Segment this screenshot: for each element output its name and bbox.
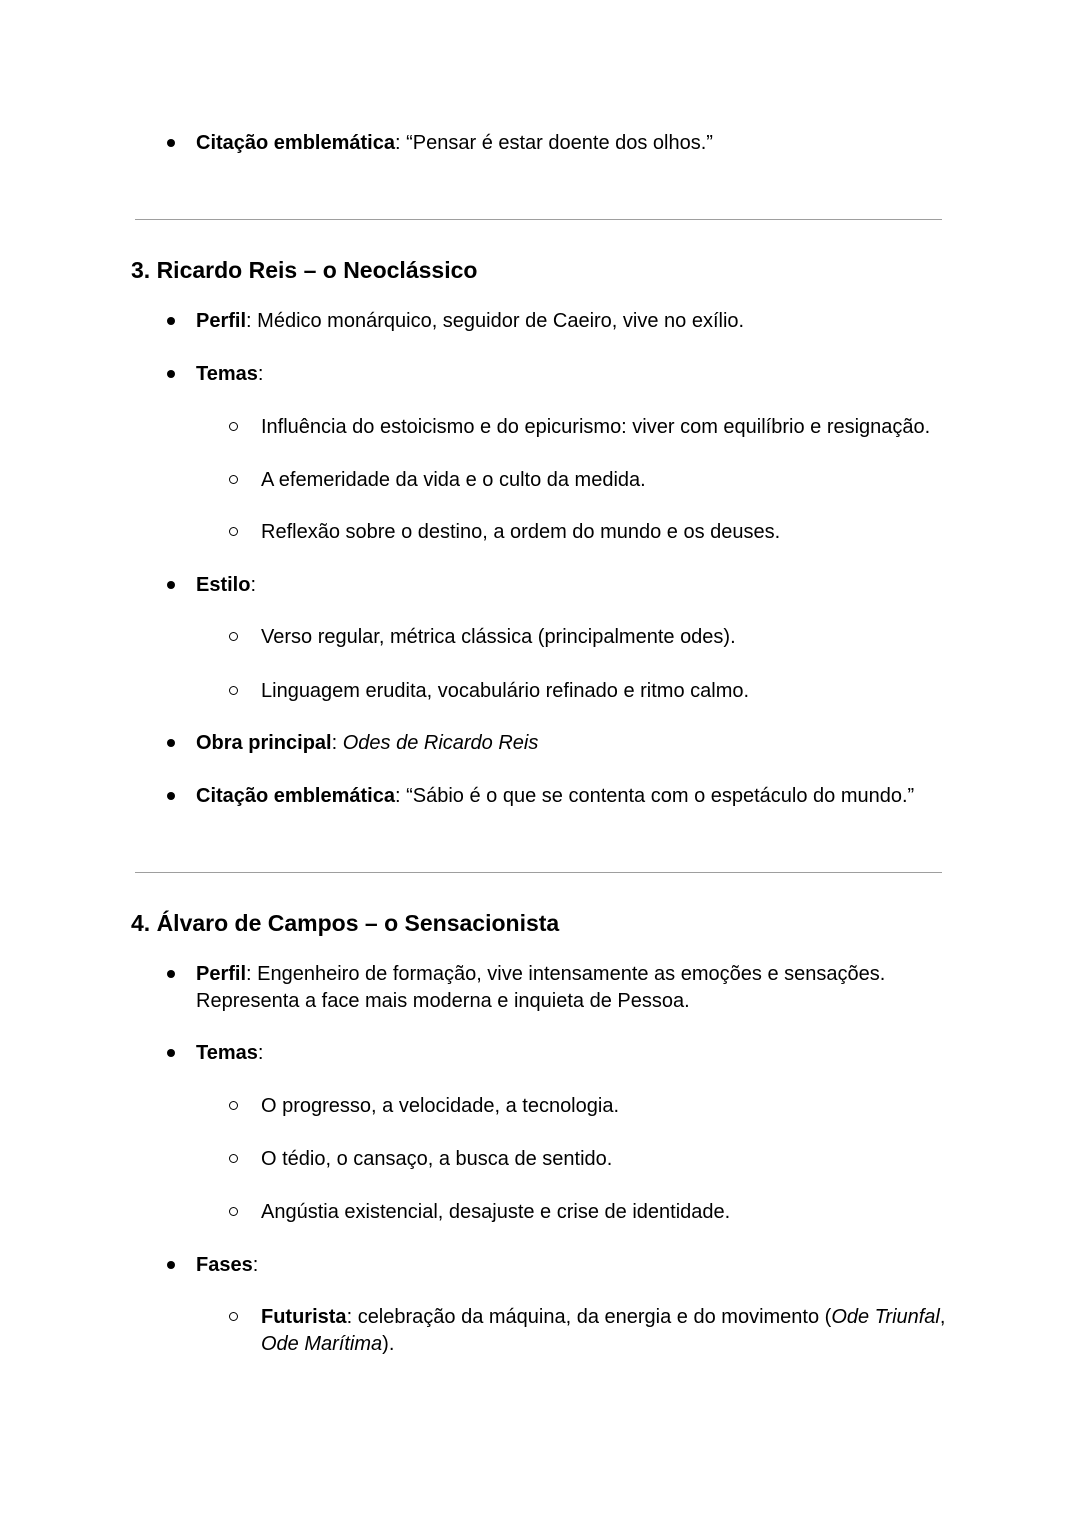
circle-bullet-icon <box>229 1312 238 1321</box>
s2-citacao-sep: : <box>394 132 407 154</box>
circle-bullet-icon <box>229 1101 238 1110</box>
s3-temas-subitem <box>261 518 780 546</box>
s4-fases-label: Fases <box>196 1254 253 1276</box>
s3-temas-sep: : <box>257 363 264 385</box>
s4-perfil-continuation <box>196 987 690 1015</box>
s4-heading: 4. Álvaro de Campos – o Sensacionista <box>131 910 560 936</box>
s3-obra-item <box>196 729 538 757</box>
s2-citacao-text: “Pensar é estar doente dos olhos.” <box>406 132 713 154</box>
s4-perfil-item <box>196 960 885 988</box>
s3-temas-text: Influência do estoicismo e do epicurismo: viver com equilíbrio e resignação. <box>261 416 931 438</box>
s4-futurista-work1: Ode Triunfal <box>831 1306 940 1328</box>
s3-citacao-item <box>196 782 914 810</box>
s4-perfil-line1: Engenheiro de formação, vive intensamente as emoções e sensações. <box>257 963 886 985</box>
bullet-icon <box>167 317 175 325</box>
s4-perfil-label: Perfil <box>196 963 247 985</box>
s3-temas-label: Temas <box>196 363 258 385</box>
s4-temas-text: Angústia existencial, desajuste e crise de identidade. <box>261 1201 731 1223</box>
circle-bullet-icon <box>229 1154 238 1163</box>
s4-fases-futurista-item <box>261 1303 945 1331</box>
s4-perfil-sep: : <box>246 963 258 985</box>
s3-obra-text: Odes de Ricardo Reis <box>342 732 539 754</box>
s3-estilo-text: Verso regular, métrica clássica (principalmente odes). <box>261 626 736 648</box>
s4-temas-subitem <box>261 1145 612 1173</box>
s3-estilo-label: Estilo <box>196 574 251 596</box>
s3-estilo-text: Linguagem erudita, vocabulário refinado e ritmo calmo. <box>261 680 750 702</box>
s3-temas-subitem <box>261 413 930 441</box>
s2-citacao-item <box>196 129 713 157</box>
s3-heading: 3. Ricardo Reis – o Neoclássico <box>131 257 478 283</box>
bullet-icon <box>167 1261 175 1269</box>
s3-estilo-item <box>196 571 256 599</box>
s3-temas-text: A efemeridade da vida e o culto da medida. <box>261 469 646 491</box>
circle-bullet-icon <box>229 686 238 695</box>
bullet-icon <box>167 792 175 800</box>
section-divider <box>135 872 942 873</box>
s3-citacao-label: Citação emblemática <box>196 785 395 807</box>
bullet-icon <box>167 139 175 147</box>
bullet-icon <box>167 970 175 978</box>
bullet-icon <box>167 739 175 747</box>
s4-fases-item <box>196 1251 258 1279</box>
s3-obra-sep: : <box>331 732 343 754</box>
s2-citacao-label: Citação emblemática <box>196 132 395 154</box>
s4-temas-item <box>196 1039 263 1067</box>
s4-temas-sep: : <box>257 1042 264 1064</box>
s4-perfil-line2: Representa a face mais moderna e inquieta de Pessoa. <box>196 990 690 1012</box>
s4-fases-futurista-continuation <box>261 1330 394 1358</box>
circle-bullet-icon <box>229 527 238 536</box>
s4-temas-subitem <box>261 1198 730 1226</box>
s3-perfil-item <box>196 307 744 335</box>
s4-futurista-sep: : <box>346 1306 358 1328</box>
s3-estilo-sep: : <box>250 574 257 596</box>
s4-temas-subitem <box>261 1092 619 1120</box>
circle-bullet-icon <box>229 632 238 641</box>
s4-temas-text: O tédio, o cansaço, a busca de sentido. <box>261 1148 613 1170</box>
s3-citacao-sep: : <box>394 785 407 807</box>
s3-perfil-label: Perfil <box>196 310 247 332</box>
bullet-icon <box>167 1049 175 1057</box>
s4-temas-label: Temas <box>196 1042 258 1064</box>
s4-temas-text: O progresso, a velocidade, a tecnologia. <box>261 1095 619 1117</box>
s3-perfil-sep: : <box>246 310 258 332</box>
bullet-icon <box>167 370 175 378</box>
s3-estilo-subitem <box>261 677 749 705</box>
s4-futurista-label: Futurista <box>261 1306 347 1328</box>
circle-bullet-icon <box>229 422 238 431</box>
circle-bullet-icon <box>229 475 238 484</box>
section-divider <box>135 219 942 220</box>
s3-temas-subitem <box>261 466 646 494</box>
s4-futurista-work2: Ode Marítima <box>261 1333 383 1355</box>
s3-obra-label: Obra principal <box>196 732 332 754</box>
s3-citacao-text: “Sábio é o que se contenta com o espetáculo do mundo.” <box>406 785 915 807</box>
circle-bullet-icon <box>229 1207 238 1216</box>
s3-perfil-text: Médico monárquico, seguidor de Caeiro, vive no exílio. <box>257 310 745 332</box>
s4-futurista-text: celebração da máquina, da energia e do movimento ( <box>357 1306 832 1328</box>
s3-temas-text: Reflexão sobre o destino, a ordem do mundo e os deuses. <box>261 521 781 543</box>
s3-estilo-subitem <box>261 623 736 651</box>
s3-temas-item <box>196 360 263 388</box>
s4-futurista-comma: , <box>939 1306 946 1328</box>
s4-futurista-close: ). <box>382 1333 395 1355</box>
bullet-icon <box>167 581 175 589</box>
s4-fases-sep: : <box>252 1254 259 1276</box>
